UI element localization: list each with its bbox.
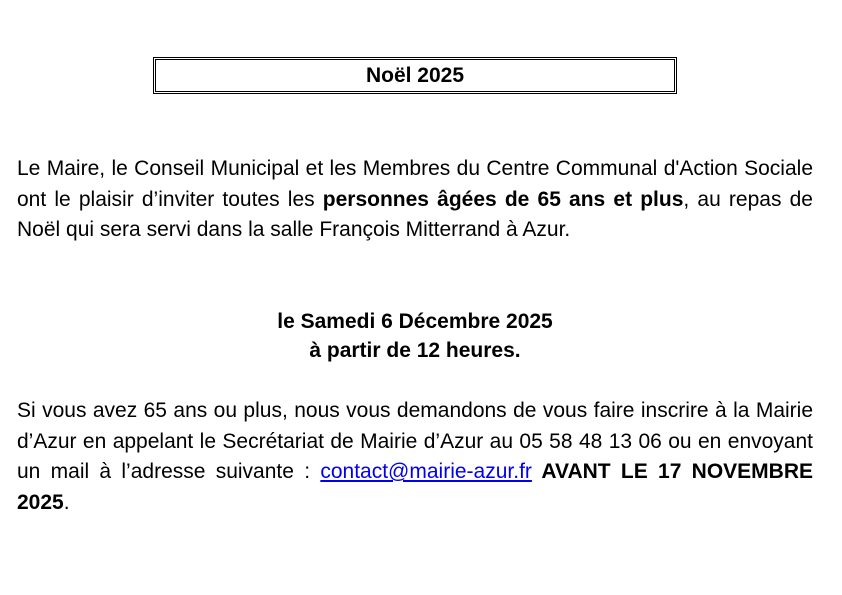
event-time: à partir de 12 heures. [309, 339, 521, 362]
title-box [153, 57, 677, 94]
invitation-text-end: , au repas de Noël qui sera servi dans la salle François Mitterrand à Azur. [17, 187, 813, 241]
invitation-highlight: personnes âgées de 65 ans et plus [322, 187, 684, 211]
registration-text: Si vous avez 65 ans ou plus, nous vous demandons de vous faire inscrire à la Mairie d’Azur en appelant le Secrétariat de Mairie d’Azur au 05 58 48 13 06 ou en envoyant un mail à l’adresse suivante : [17, 399, 813, 483]
event-details [17, 307, 813, 365]
page-title: Noël 2025 [365, 63, 465, 87]
invitation-text: Le Maire, le Conseil Municipal et les Membres du Centre Communal d'Action Sociale ont le plaisir d’inviter toutes les [17, 157, 813, 211]
deadline-text: AVANT LE 17 NOVEMBRE 2025 [17, 460, 814, 514]
registration-paragraph [17, 396, 813, 518]
event-date: le Samedi 6 Décembre 2025 [277, 310, 553, 333]
email-link[interactable]: contact@mairie-azur.fr [320, 460, 532, 483]
invitation-paragraph [17, 154, 813, 246]
registration-end: . [63, 490, 70, 514]
